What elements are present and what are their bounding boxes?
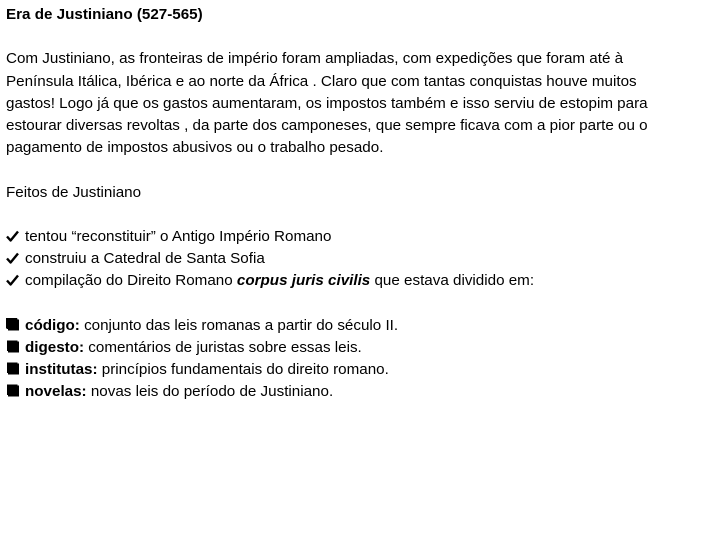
intro-line: estourar diversas revoltas , da parte dos camponeses, que sempre ficava com a pior parte ou o: [6, 117, 648, 134]
check-icon: [6, 230, 19, 242]
division-desc: comentários de juristas sobre essas leis.: [84, 338, 362, 356]
list-item: [6, 381, 722, 403]
check-icon: [6, 274, 19, 286]
spacer: [6, 159, 722, 181]
division-term: institutas:: [25, 361, 98, 379]
page-title: Era de Justiniano (527-565): [6, 6, 203, 23]
list-item-text: [25, 270, 534, 292]
list-item-text: [25, 337, 362, 359]
list-item: [6, 359, 722, 381]
division-term: novelas:: [25, 383, 87, 401]
spacer: [6, 26, 722, 48]
divisions-list: [6, 315, 722, 404]
box-icon: [6, 384, 19, 397]
list-item: [6, 315, 722, 337]
division-desc: novas leis do período de Justiniano.: [86, 383, 334, 401]
feitos-list: [6, 226, 722, 293]
list-item-text: tentou “reconstituir” o Antigo Império Romano: [25, 227, 332, 245]
division-term: código:: [25, 316, 80, 334]
compilacao-prefix: compilação do Direito Romano: [25, 272, 237, 290]
division-desc: conjunto das leis romanas a partir do século II.: [79, 316, 399, 334]
box-icon: [6, 318, 19, 331]
box-icon: [6, 362, 19, 375]
list-item-text: [25, 381, 333, 403]
intro-line: gastos! Logo já que os gastos aumentaram, os impostos também e isso serviu de estopim para: [6, 94, 648, 112]
intro-line: Península Itálica, Ibérica e ao norte da África . Claro que com tantas conquistas houve muitos: [6, 72, 637, 90]
spacer: [6, 293, 722, 315]
corpus-juris-term: corpus juris civilis: [236, 272, 371, 290]
list-item: [6, 226, 722, 248]
slide-content: [6, 4, 722, 404]
list-item-text: [25, 315, 398, 337]
intro-paragraph: [6, 48, 722, 159]
intro-line: pagamento de impostos abusivos ou o trabalho pesado.: [6, 139, 384, 157]
list-item-text: [25, 359, 389, 381]
division-desc: princípios fundamentais do direito romano.: [97, 361, 389, 379]
check-icon: [6, 252, 19, 264]
list-item: [6, 337, 722, 359]
spacer: [6, 204, 722, 226]
box-icon: [6, 340, 19, 353]
division-term: digesto:: [25, 338, 85, 356]
list-item: [6, 248, 722, 270]
feitos-heading: Feitos de Justiniano: [6, 183, 142, 201]
list-item-text: construiu a Catedral de Santa Sofia: [25, 250, 265, 268]
intro-line: Com Justiniano, as fronteiras de império foram ampliadas, com expedições que foram até à: [6, 50, 624, 68]
compilacao-suffix: que estava dividido em:: [370, 272, 535, 290]
list-item: [6, 270, 722, 292]
